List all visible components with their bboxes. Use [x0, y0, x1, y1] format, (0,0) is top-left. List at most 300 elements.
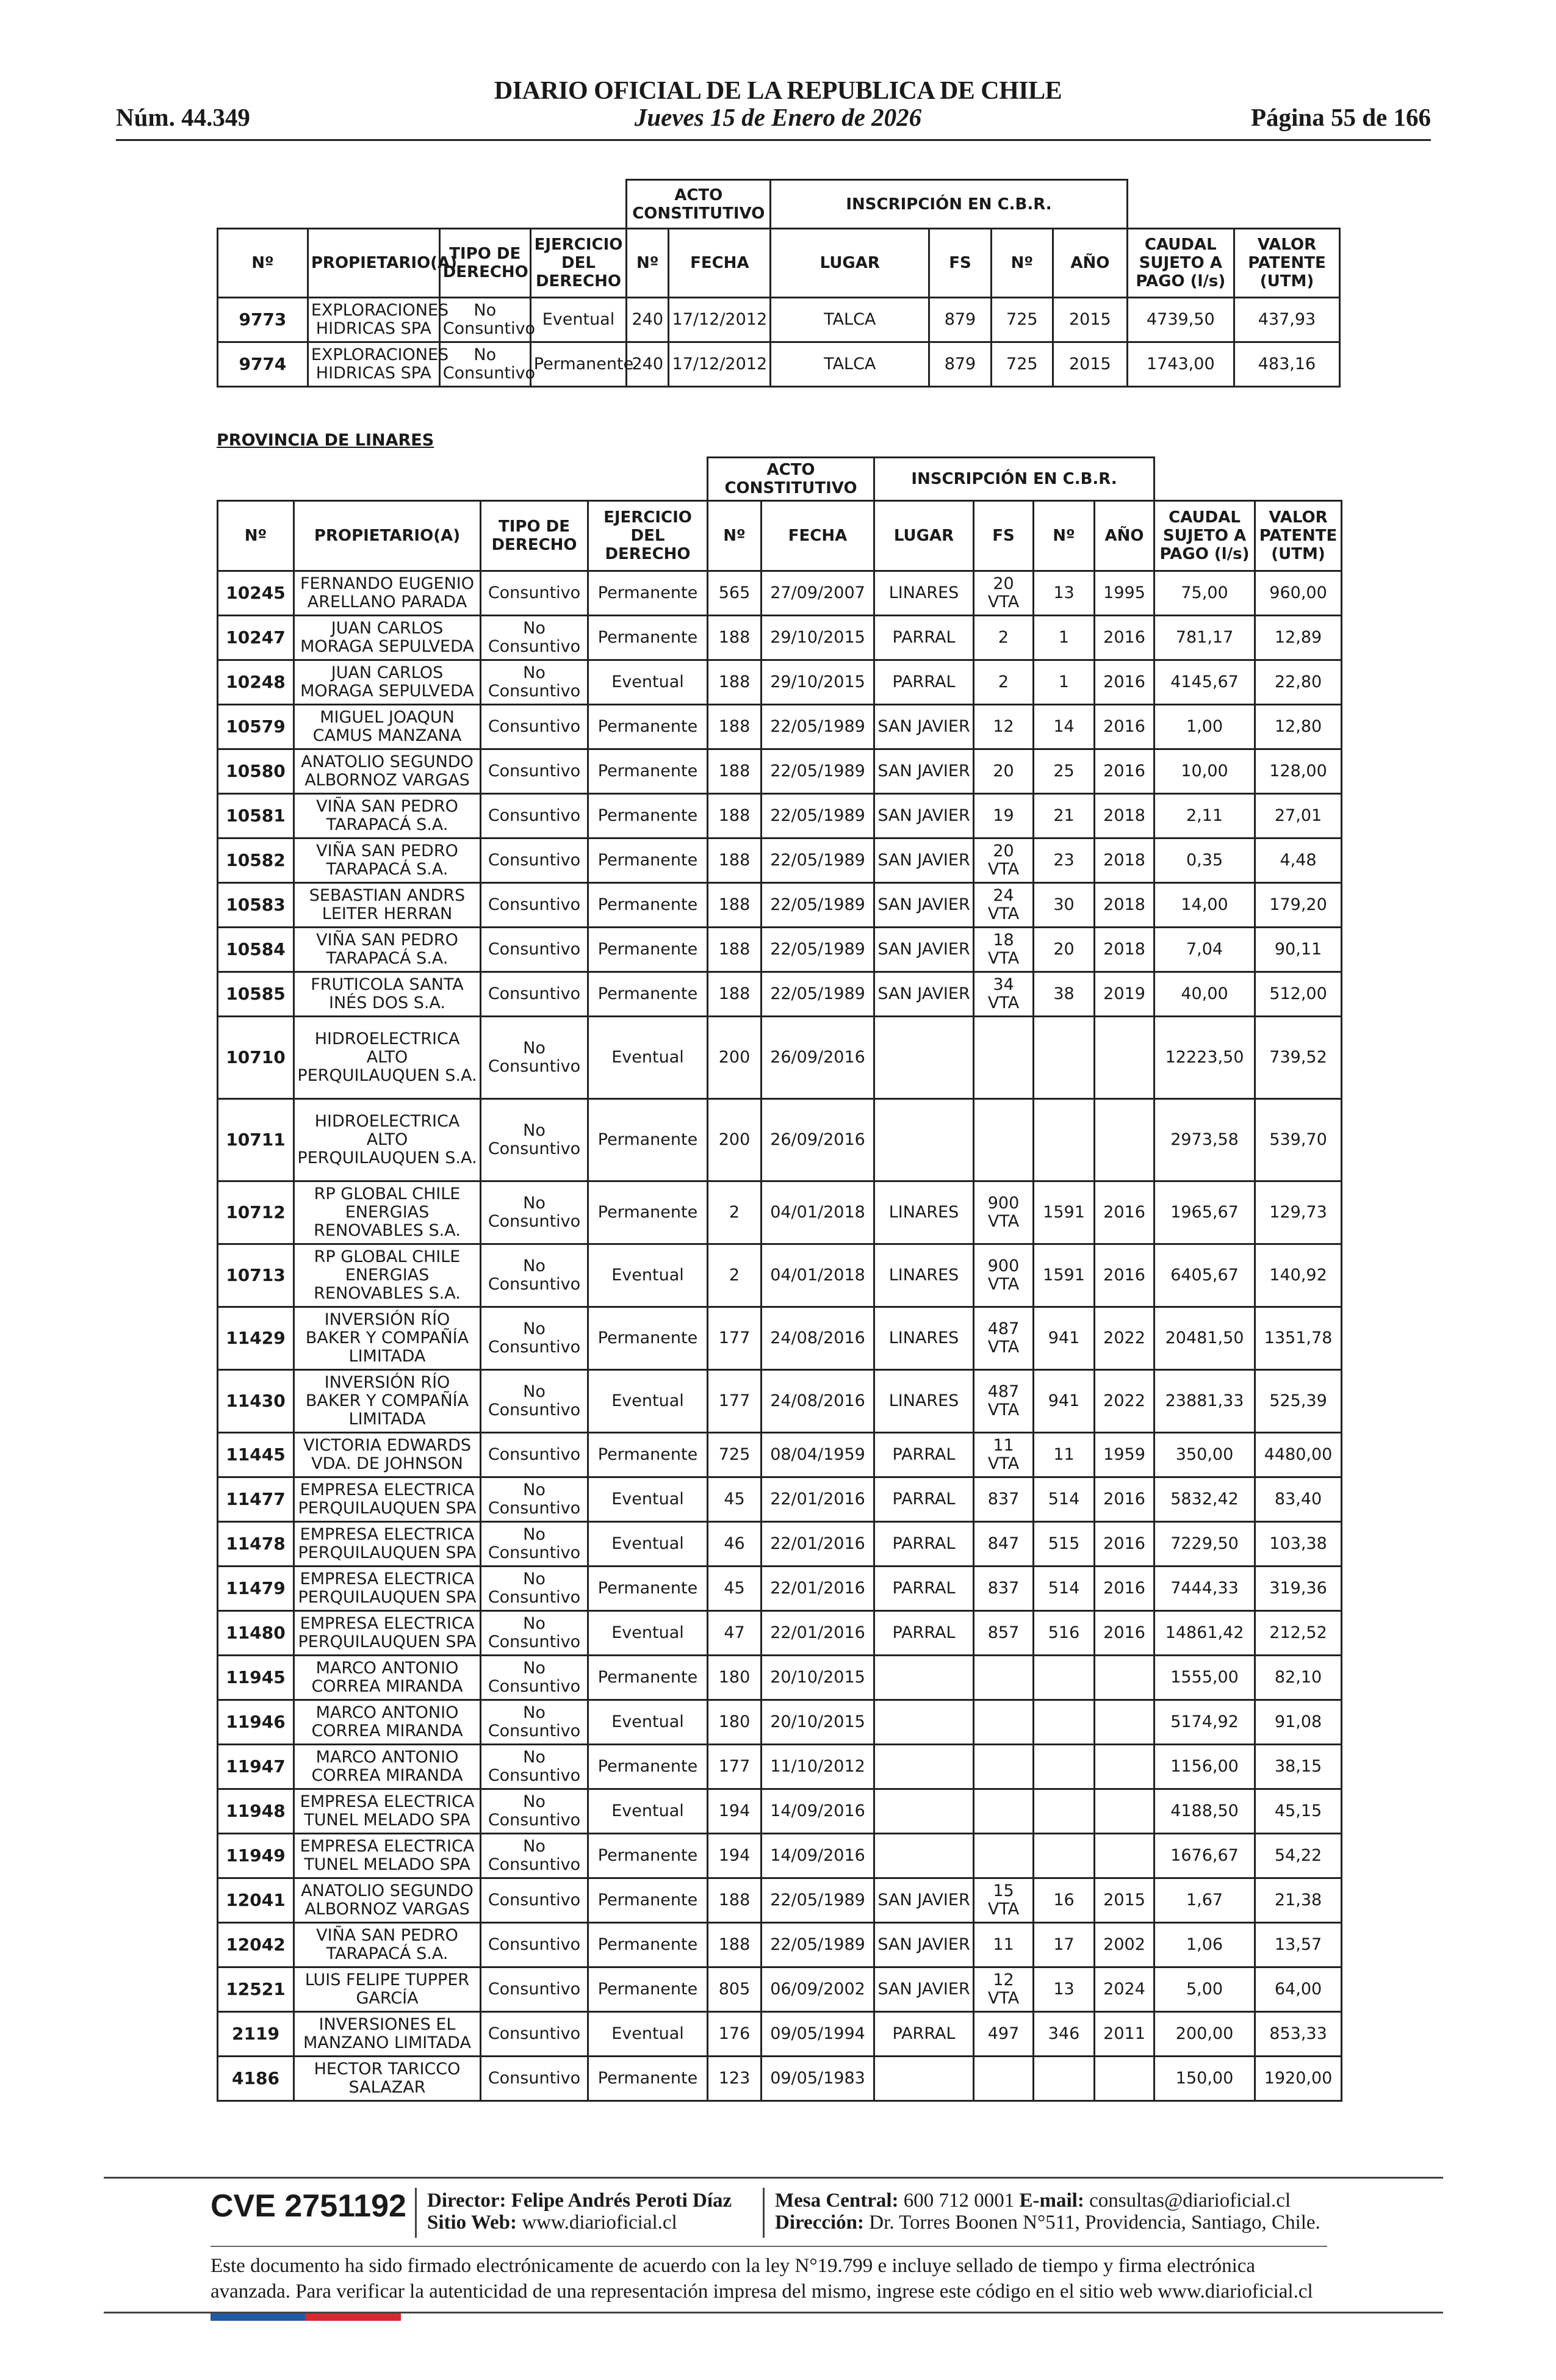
footer-rule-top	[104, 2177, 1443, 2179]
caudal-cell: 5832,42	[1154, 1477, 1255, 1522]
col-header-ejercicio: EJERCICIO DEL DERECHO	[588, 501, 708, 571]
valor-cell: 319,36	[1255, 1567, 1342, 1611]
anio-cell: 2022	[1095, 1307, 1154, 1370]
acto-no-cell: 188	[708, 838, 762, 883]
issue-date: Jueves 15 de Enero de 2026	[634, 103, 922, 131]
header-rule	[116, 139, 1431, 141]
lugar-cell: LINARES	[874, 1181, 974, 1244]
caudal-cell: 350,00	[1154, 1433, 1255, 1477]
caudal-cell: 5174,92	[1154, 1700, 1255, 1745]
propietario-cell: EMPRESA ELECTRICA PERQUILAUQUEN SPA	[294, 1522, 481, 1567]
row-no-cell: 10713	[218, 1244, 294, 1307]
tipo-derecho-cell: No Consuntivo	[481, 660, 588, 705]
ejercicio-cell: Permanente	[588, 749, 708, 794]
fecha-cell: 24/08/2016	[762, 1370, 874, 1433]
cbr-no-cell: 25	[1034, 749, 1095, 794]
caudal-cell: 23881,33	[1154, 1370, 1255, 1433]
fs-cell: 2	[974, 660, 1034, 705]
tipo-derecho-cell: No Consuntivo	[481, 1522, 588, 1567]
tipo-derecho-cell: No Consuntivo	[481, 1477, 588, 1522]
ejercicio-cell: Permanente	[588, 1307, 708, 1370]
anio-cell: 2018	[1095, 838, 1154, 883]
caudal-cell: 0,35	[1154, 838, 1255, 883]
caudal-cell: 1,00	[1154, 705, 1255, 749]
cbr-no-cell: 515	[1034, 1522, 1095, 1567]
lugar-cell: LINARES	[874, 1307, 974, 1370]
acto-no-cell: 194	[708, 1834, 762, 1878]
anio-cell: 2016	[1095, 660, 1154, 705]
acto-no-cell: 188	[708, 749, 762, 794]
table-row	[218, 1099, 1342, 1181]
row-no-cell: 10581	[218, 794, 294, 838]
tipo-derecho-cell: Consuntivo	[481, 1923, 588, 1967]
anio-cell	[1095, 1017, 1154, 1099]
col-header-propietario: PROPIETARIO(A)	[294, 501, 481, 571]
fecha-cell: 09/05/1983	[762, 2057, 874, 2101]
legal-notice: Este documento ha sido firmado electrónicamente de acuerdo con la ley N°19.799 e incluye sellado de tiempo y firma electrónica avanzada. Para verificar la autenticidad de una representación impresa del mismo, ingrese este código en el sitio web www.diarioficial.cl	[211, 2255, 1313, 2302]
footer-address	[775, 2212, 1320, 2234]
row-no-cell: 11478	[218, 1522, 294, 1567]
propietario-cell: MARCO ANTONIO CORREA MIRANDA	[294, 1700, 481, 1745]
fecha-cell: 08/04/1959	[762, 1433, 874, 1477]
tipo-derecho-cell: Consuntivo	[481, 1433, 588, 1477]
ejercicio-cell: Eventual	[588, 1611, 708, 1656]
row-no-cell: 10710	[218, 1017, 294, 1099]
col-header-valor: VALOR PATENTE (UTM)	[1255, 501, 1342, 571]
table-row	[218, 883, 1342, 928]
fs-cell: 2	[974, 616, 1034, 660]
propietario-cell: VIÑA SAN PEDRO TARAPACÁ S.A.	[294, 928, 481, 972]
director-name: Felipe Andrés Peroti Díaz	[511, 2190, 732, 2212]
footer-director	[427, 2190, 732, 2212]
propietario-cell: RP GLOBAL CHILE ENERGIAS RENOVABLES S.A.	[294, 1181, 481, 1244]
lugar-cell: PARRAL	[874, 1611, 974, 1656]
valor-cell: 539,70	[1255, 1099, 1342, 1181]
ejercicio-cell: Permanente	[588, 1967, 708, 2012]
caudal-cell: 781,17	[1154, 616, 1255, 660]
anio-cell	[1095, 1789, 1154, 1834]
fs-cell: 11	[974, 1923, 1034, 1967]
acto-no-cell: 200	[708, 1017, 762, 1099]
propietario-cell: VIÑA SAN PEDRO TARAPACÁ S.A.	[294, 1923, 481, 1967]
ejercicio-cell: Eventual	[588, 660, 708, 705]
caudal-cell: 12223,50	[1154, 1017, 1255, 1099]
ejercicio-cell: Permanente	[588, 1433, 708, 1477]
ejercicio-cell: Eventual	[588, 1789, 708, 1834]
cbr-no-cell: 514	[1034, 1477, 1095, 1522]
col-header-anio: AÑO	[1095, 501, 1154, 571]
col-header-no: Nº	[218, 229, 308, 298]
row-no-cell: 11480	[218, 1611, 294, 1656]
tipo-derecho-cell: No Consuntivo	[439, 342, 530, 387]
anio-cell	[1095, 1745, 1154, 1789]
table-row	[218, 1611, 1342, 1656]
tipo-derecho-cell: No Consuntivo	[481, 1370, 588, 1433]
ejercicio-cell: Permanente	[588, 1923, 708, 1967]
valor-cell: 64,00	[1255, 1967, 1342, 2012]
footer-website	[427, 2212, 677, 2234]
col-header-tipo: TIPO DE DERECHO	[439, 229, 530, 298]
propietario-cell: EXPLORACIONES HIDRICAS SPA	[308, 342, 439, 387]
tipo-derecho-cell: Consuntivo	[481, 883, 588, 928]
table-row	[218, 1370, 1342, 1433]
valor-cell: 437,93	[1234, 298, 1339, 342]
fs-cell: 857	[974, 1611, 1034, 1656]
tipo-derecho-cell: No Consuntivo	[481, 1700, 588, 1745]
valor-cell: 512,00	[1255, 972, 1342, 1017]
fecha-cell: 14/09/2016	[762, 1834, 874, 1878]
anio-cell: 2016	[1095, 705, 1154, 749]
caudal-cell: 5,00	[1154, 1967, 1255, 2012]
row-no-cell: 11479	[218, 1567, 294, 1611]
ejercicio-cell: Permanente	[588, 705, 708, 749]
row-no-cell: 4186	[218, 2057, 294, 2101]
fecha-cell: 14/09/2016	[762, 1789, 874, 1834]
fecha-cell: 22/05/1989	[762, 794, 874, 838]
table-row	[218, 1567, 1342, 1611]
col-header-caudal: CAUDAL SUJETO A PAGO (l/s)	[1127, 229, 1234, 298]
valor-cell: 90,11	[1255, 928, 1342, 972]
tipo-derecho-cell: Consuntivo	[481, 2012, 588, 2057]
anio-cell	[1095, 1099, 1154, 1181]
lugar-cell	[874, 2057, 974, 2101]
cbr-no-cell: 23	[1034, 838, 1095, 883]
propietario-cell: INVERSIÓN RÍO BAKER Y COMPAÑÍA LIMITADA	[294, 1307, 481, 1370]
col-header-caudal: CAUDAL SUJETO A PAGO (l/s)	[1154, 501, 1255, 571]
acto-no-cell: 188	[708, 616, 762, 660]
caudal-cell: 4188,50	[1154, 1789, 1255, 1834]
anio-cell: 2018	[1095, 883, 1154, 928]
fecha-cell: 22/05/1989	[762, 1878, 874, 1923]
valor-cell: 38,15	[1255, 1745, 1342, 1789]
cbr-no-cell: 11	[1034, 1433, 1095, 1477]
col-header-anio: AÑO	[1053, 229, 1128, 298]
lugar-cell: SAN JAVIER	[874, 972, 974, 1017]
tipo-derecho-cell: Consuntivo	[481, 1967, 588, 2012]
col-header-lugar: LUGAR	[771, 229, 929, 298]
col-header-cbr-no: Nº	[991, 229, 1053, 298]
fecha-cell: 22/05/1989	[762, 705, 874, 749]
tipo-derecho-cell: Consuntivo	[481, 749, 588, 794]
propietario-cell: EMPRESA ELECTRICA PERQUILAUQUEN SPA	[294, 1567, 481, 1611]
propietario-cell: LUIS FELIPE TUPPER GARCÍA	[294, 1967, 481, 2012]
row-no-cell: 12521	[218, 1967, 294, 2012]
acto-no-cell: 45	[708, 1477, 762, 1522]
anio-cell	[1095, 1656, 1154, 1700]
lugar-cell: PARRAL	[874, 1477, 974, 1522]
acto-no-cell: 188	[708, 928, 762, 972]
lugar-cell	[874, 1834, 974, 1878]
caudal-cell: 4145,67	[1154, 660, 1255, 705]
fecha-cell: 04/01/2018	[762, 1244, 874, 1307]
valor-cell: 212,52	[1255, 1611, 1342, 1656]
tipo-derecho-cell: Consuntivo	[481, 972, 588, 1017]
acto-no-cell: 45	[708, 1567, 762, 1611]
tipo-derecho-cell: No Consuntivo	[481, 1017, 588, 1099]
cbr-no-cell: 725	[991, 342, 1053, 387]
anio-cell: 2015	[1095, 1878, 1154, 1923]
caudal-cell: 200,00	[1154, 2012, 1255, 2057]
row-no-cell: 10584	[218, 928, 294, 972]
fecha-cell: 22/05/1989	[762, 928, 874, 972]
fs-cell: 12 VTA	[974, 1967, 1034, 2012]
propietario-cell: MIGUEL JOAQUN CAMUS MANZANA	[294, 705, 481, 749]
cbr-no-cell: 1591	[1034, 1244, 1095, 1307]
col-header-valor: VALOR PATENTE (UTM)	[1234, 229, 1339, 298]
anio-cell: 2022	[1095, 1370, 1154, 1433]
fs-cell	[974, 2057, 1034, 2101]
tipo-derecho-cell: No Consuntivo	[481, 1567, 588, 1611]
caudal-cell: 7,04	[1154, 928, 1255, 972]
ejercicio-cell: Eventual	[588, 1244, 708, 1307]
newspaper-title: DIARIO OFICIAL DE LA REPUBLICA DE CHILE	[494, 77, 1062, 105]
fecha-cell: 27/09/2007	[762, 571, 874, 616]
cbr-no-cell: 516	[1034, 1611, 1095, 1656]
anio-cell	[1095, 1834, 1154, 1878]
fs-cell: 11 VTA	[974, 1433, 1034, 1477]
fs-cell	[974, 1745, 1034, 1789]
row-no-cell: 10580	[218, 749, 294, 794]
fs-cell: 15 VTA	[974, 1878, 1034, 1923]
fs-cell: 20	[974, 749, 1034, 794]
table-row	[218, 928, 1342, 972]
fs-cell	[974, 1834, 1034, 1878]
fs-cell: 837	[974, 1567, 1034, 1611]
caudal-cell: 20481,50	[1154, 1307, 1255, 1370]
fecha-cell: 09/05/1994	[762, 2012, 874, 2057]
acto-no-cell: 180	[708, 1700, 762, 1745]
propietario-cell: MARCO ANTONIO CORREA MIRANDA	[294, 1745, 481, 1789]
fs-cell	[974, 1099, 1034, 1181]
row-no-cell: 12042	[218, 1923, 294, 1967]
cbr-no-cell	[1034, 1656, 1095, 1700]
table-row	[218, 660, 1342, 705]
lugar-cell: PARRAL	[874, 660, 974, 705]
caudal-cell: 1156,00	[1154, 1745, 1255, 1789]
col-header-lugar: LUGAR	[874, 501, 974, 571]
ejercicio-cell: Eventual	[588, 1477, 708, 1522]
acto-no-cell: 2	[708, 1244, 762, 1307]
cbr-no-cell: 1591	[1034, 1181, 1095, 1244]
table-row	[218, 1656, 1342, 1700]
lugar-cell: SAN JAVIER	[874, 883, 974, 928]
valor-cell: 1920,00	[1255, 2057, 1342, 2101]
valor-cell: 853,33	[1255, 2012, 1342, 2057]
director-label: Director:	[427, 2190, 506, 2212]
lugar-cell: TALCA	[771, 298, 929, 342]
cbr-no-cell: 941	[1034, 1307, 1095, 1370]
fs-cell	[974, 1017, 1034, 1099]
acto-no-cell: 123	[708, 2057, 762, 2101]
acto-no-cell: 188	[708, 660, 762, 705]
col-header-fecha: FECHA	[762, 501, 874, 571]
valor-cell: 91,08	[1255, 1700, 1342, 1745]
anio-cell: 2015	[1053, 298, 1128, 342]
propietario-cell: EMPRESA ELECTRICA PERQUILAUQUEN SPA	[294, 1611, 481, 1656]
ejercicio-cell: Eventual	[588, 1700, 708, 1745]
website-link[interactable]: www.diarioficial.cl	[522, 2212, 677, 2234]
fecha-cell: 26/09/2016	[762, 1017, 874, 1099]
cbr-no-cell	[1034, 1745, 1095, 1789]
fecha-cell: 20/10/2015	[762, 1656, 874, 1700]
lugar-cell	[874, 1656, 974, 1700]
ejercicio-cell: Permanente	[588, 1656, 708, 1700]
acto-no-cell: 240	[627, 298, 669, 342]
caudal-cell: 14,00	[1154, 883, 1255, 928]
row-no-cell: 9774	[218, 342, 308, 387]
valor-cell: 21,38	[1255, 1878, 1342, 1923]
propietario-cell: HIDROELECTRICA ALTO PERQUILAUQUEN S.A.	[294, 1017, 481, 1099]
fecha-cell: 22/01/2016	[762, 1522, 874, 1567]
fecha-cell: 22/05/1989	[762, 883, 874, 928]
cbr-no-cell: 13	[1034, 571, 1095, 616]
tipo-derecho-cell: Consuntivo	[481, 2057, 588, 2101]
caudal-cell: 2,11	[1154, 794, 1255, 838]
email-link[interactable]: consultas@diarioficial.cl	[1089, 2190, 1291, 2212]
valor-cell: 140,92	[1255, 1244, 1342, 1307]
valor-cell: 128,00	[1255, 749, 1342, 794]
fecha-cell: 11/10/2012	[762, 1745, 874, 1789]
inscripcion-cbr-header: INSCRIPCIÓN EN C.B.R.	[771, 180, 1127, 229]
ejercicio-cell: Permanente	[588, 1878, 708, 1923]
valor-cell: 54,22	[1255, 1834, 1342, 1878]
fecha-cell: 06/09/2002	[762, 1967, 874, 2012]
col-header-acto-no: Nº	[708, 501, 762, 571]
fs-cell: 487 VTA	[974, 1307, 1034, 1370]
table-row	[218, 1477, 1342, 1522]
anio-cell: 2016	[1095, 1567, 1154, 1611]
valor-cell: 12,80	[1255, 705, 1342, 749]
row-no-cell: 11445	[218, 1433, 294, 1477]
row-no-cell: 9773	[218, 298, 308, 342]
fs-cell: 34 VTA	[974, 972, 1034, 1017]
propietario-cell: VIÑA SAN PEDRO TARAPACÁ S.A.	[294, 838, 481, 883]
anio-cell	[1095, 2057, 1154, 2101]
cbr-no-cell: 13	[1034, 1967, 1095, 2012]
table-row	[218, 616, 1342, 660]
fecha-cell: 22/01/2016	[762, 1477, 874, 1522]
lugar-cell: SAN JAVIER	[874, 749, 974, 794]
fs-cell: 847	[974, 1522, 1034, 1567]
acto-no-cell: 194	[708, 1789, 762, 1834]
mesa-phone: 600 712 0001	[903, 2190, 1015, 2212]
ejercicio-cell: Permanente	[588, 1745, 708, 1789]
table-row	[218, 1522, 1342, 1567]
caudal-cell: 75,00	[1154, 571, 1255, 616]
ejercicio-cell: Permanente	[588, 1567, 708, 1611]
lugar-cell: SAN JAVIER	[874, 1967, 974, 2012]
row-no-cell: 12041	[218, 1878, 294, 1923]
row-no-cell: 10579	[218, 705, 294, 749]
table-row	[218, 298, 1340, 342]
caudal-cell: 1743,00	[1127, 342, 1234, 387]
row-no-cell: 10585	[218, 972, 294, 1017]
fecha-cell: 22/01/2016	[762, 1611, 874, 1656]
ejercicio-cell: Permanente	[588, 1099, 708, 1181]
col-header-fs: FS	[929, 229, 991, 298]
email-label: E-mail:	[1019, 2190, 1084, 2212]
anio-cell: 2015	[1053, 342, 1128, 387]
acto-no-cell: 177	[708, 1307, 762, 1370]
ejercicio-cell: Permanente	[588, 2057, 708, 2101]
ejercicio-cell: Permanente	[588, 883, 708, 928]
ejercicio-cell: Eventual	[588, 1017, 708, 1099]
table-row	[218, 1307, 1342, 1370]
fs-cell	[974, 1700, 1034, 1745]
anio-cell: 2019	[1095, 972, 1154, 1017]
table-row	[218, 1745, 1342, 1789]
row-no-cell: 11947	[218, 1745, 294, 1789]
caudal-cell: 1,67	[1154, 1878, 1255, 1923]
fs-cell: 20 VTA	[974, 838, 1034, 883]
col-header-fs: FS	[974, 501, 1034, 571]
fecha-cell: 26/09/2016	[762, 1099, 874, 1181]
fs-cell: 20 VTA	[974, 571, 1034, 616]
table-row	[218, 2057, 1342, 2101]
propietario-cell: ANATOLIO SEGUNDO ALBORNOZ VARGAS	[294, 1878, 481, 1923]
caudal-cell: 14861,42	[1154, 1611, 1255, 1656]
cbr-no-cell: 1	[1034, 616, 1095, 660]
tipo-derecho-cell: Consuntivo	[481, 928, 588, 972]
tipo-derecho-cell: No Consuntivo	[481, 1099, 588, 1181]
fecha-cell: 17/12/2012	[669, 298, 771, 342]
footer-divider	[415, 2188, 417, 2238]
lugar-cell	[874, 1745, 974, 1789]
lugar-cell	[874, 1017, 974, 1099]
cbr-no-cell	[1034, 1789, 1095, 1834]
acto-no-cell: 188	[708, 1878, 762, 1923]
fecha-cell: 17/12/2012	[669, 342, 771, 387]
cbr-no-cell: 725	[991, 298, 1053, 342]
lugar-cell: PARRAL	[874, 1433, 974, 1477]
valor-cell: 13,57	[1255, 1923, 1342, 1967]
lugar-cell: SAN JAVIER	[874, 705, 974, 749]
acto-no-cell: 200	[708, 1099, 762, 1181]
table-row	[218, 1923, 1342, 1967]
cbr-no-cell: 30	[1034, 883, 1095, 928]
lugar-cell: SAN JAVIER	[874, 1878, 974, 1923]
lugar-cell: SAN JAVIER	[874, 1923, 974, 1967]
anio-cell: 2016	[1095, 749, 1154, 794]
acto-no-cell: 188	[708, 1923, 762, 1967]
inscripcion-cbr-header: INSCRIPCIÓN EN C.B.R.	[874, 458, 1154, 501]
cbr-no-cell: 346	[1034, 2012, 1095, 2057]
lugar-cell: LINARES	[874, 1244, 974, 1307]
table-2-body	[218, 571, 1342, 2101]
propietario-cell: INVERSIÓN RÍO BAKER Y COMPAÑÍA LIMITADA	[294, 1370, 481, 1433]
footer-contact	[775, 2190, 1291, 2212]
cve-code: CVE 2751192	[211, 2188, 406, 2224]
fecha-cell: 20/10/2015	[762, 1700, 874, 1745]
lugar-cell: SAN JAVIER	[874, 838, 974, 883]
fecha-cell: 22/05/1989	[762, 749, 874, 794]
acto-no-cell: 188	[708, 883, 762, 928]
valor-cell: 82,10	[1255, 1656, 1342, 1700]
table-row	[218, 1834, 1342, 1878]
tipo-derecho-cell: No Consuntivo	[481, 1181, 588, 1244]
ejercicio-cell: Permanente	[588, 838, 708, 883]
table-row	[218, 1433, 1342, 1477]
website-label: Sitio Web:	[427, 2212, 517, 2234]
propietario-cell: EMPRESA ELECTRICA PERQUILAUQUEN SPA	[294, 1477, 481, 1522]
propietario-cell: HECTOR TARICCO SALAZAR	[294, 2057, 481, 2101]
lugar-cell: SAN JAVIER	[874, 928, 974, 972]
lugar-cell	[874, 1099, 974, 1181]
propietario-cell: FERNANDO EUGENIO ARELLANO PARADA	[294, 571, 481, 616]
acto-no-cell: 47	[708, 1611, 762, 1656]
fecha-cell: 29/10/2015	[762, 660, 874, 705]
anio-cell: 2018	[1095, 928, 1154, 972]
